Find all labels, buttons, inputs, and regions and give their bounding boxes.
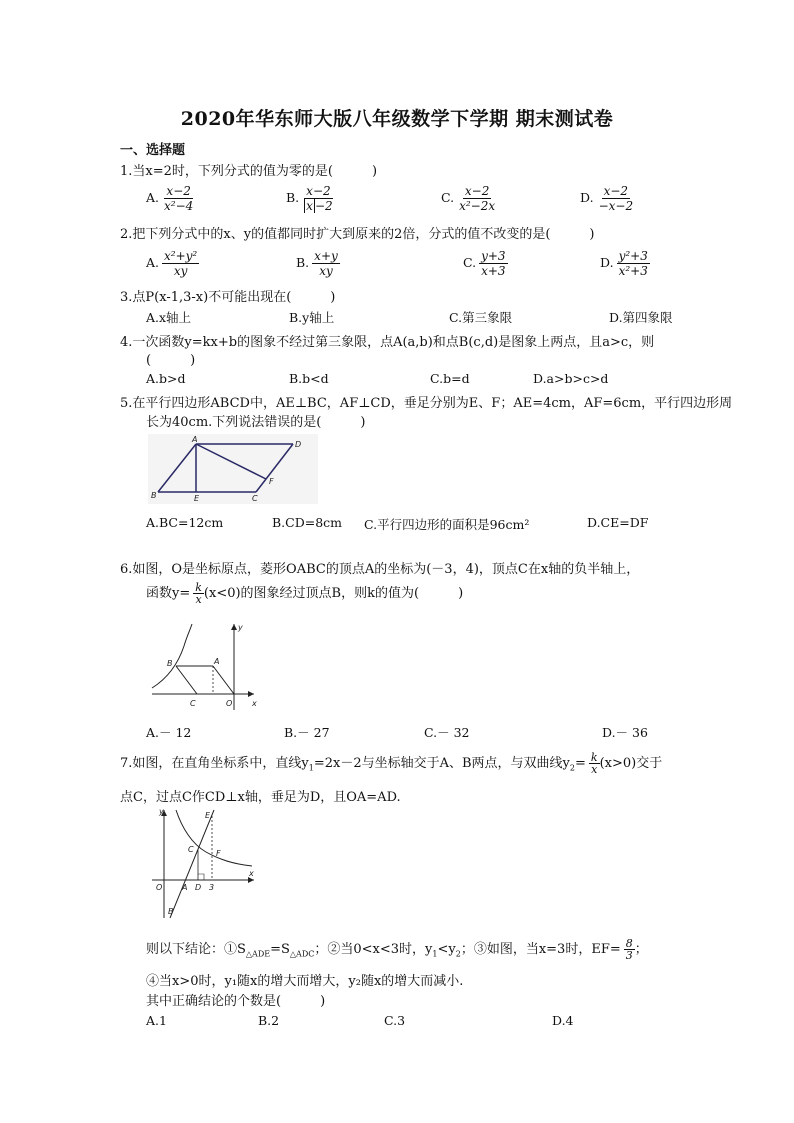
q2-option-d[interactable]: D. $\frac{\text{y²+3}}{\text{x²+3}}$: [600, 249, 648, 278]
q3-option-c[interactable]: C.第三象限: [449, 310, 513, 325]
q7-label-y: y: [159, 807, 164, 816]
q5-option-a[interactable]: A.BC=12cm: [146, 515, 224, 530]
q5-parallelogram-figure: [148, 434, 318, 504]
q7-conclusion-2: ④当x>0时，y₁随x的增大而增大，y₂随x的增大而减小.: [146, 974, 464, 989]
q4-option-a[interactable]: A.b>d: [146, 371, 186, 386]
q7-label-c: C: [188, 845, 194, 854]
q7-label-3: 3: [209, 883, 215, 892]
q1-stem: 1.当x=2时，下列分式的值为零的是( ): [120, 164, 378, 179]
q1-option-c[interactable]: C. $\frac{x-2}{\text{x²−2x}}$: [441, 184, 496, 213]
q6-label-o: O: [226, 699, 233, 708]
q7-ef-fraction: $\frac{8}{3}$: [625, 937, 633, 962]
q6-label-x: x: [252, 699, 257, 708]
q2-option-c[interactable]: C. $\frac{y+3}{x+3}$: [463, 249, 506, 278]
q7-stem: 7.如图，在直角坐标系中，直线$y_1=2x-2$与坐标轴交于A、B两点，与双曲线$y_2=$ $\frac{k}{x}$ (x>0)交于: [120, 751, 663, 776]
q1-option-d[interactable]: D. $\frac{x-2}{-x-2}$: [580, 184, 634, 213]
q4-option-b[interactable]: B.b<d: [289, 371, 329, 386]
q7-stem-cont: 点C，过点C作CD⊥x轴，垂足为D，且OA=AD.: [120, 790, 401, 805]
q5-label-e: E: [194, 494, 200, 503]
q6-label-y: y: [238, 623, 243, 632]
q7-label-a: A: [182, 883, 188, 892]
q4-option-c[interactable]: C.b=d: [430, 371, 470, 386]
q7-label-x: x: [249, 869, 254, 878]
q5-label-c: C: [252, 494, 258, 503]
q3-stem: 3.点P(x-1,3-x)不可能出现在( ): [120, 290, 336, 305]
q6-stem-cont: 函数y= $\frac{k}{x}$ (x<0)的图象经过顶点B，则k的值为( ): [146, 581, 464, 606]
q2-option-b[interactable]: B. $\frac{x+y}{xy}$: [296, 249, 338, 278]
q6-option-c[interactable]: C.－ 32: [424, 725, 470, 740]
q5-stem-cont: 长为40cm.下列说法错误的是( ): [146, 415, 366, 430]
q4-option-d[interactable]: D.a>b>c>d: [533, 371, 609, 386]
q3-option-d[interactable]: D.第四象限: [609, 310, 673, 325]
q5-option-d[interactable]: D.CE=DF: [587, 515, 649, 530]
q2-d-fraction: $\frac{\text{y²+3}}{\text{x²+3}}$: [618, 249, 648, 278]
q4-stem: 4.一次函数y=kx+b的图象不经过第三象限，点A(a,b)和点B(c,d)是图象上两点，且a>c，则: [120, 335, 655, 350]
q6-option-b[interactable]: B.－ 27: [284, 725, 330, 740]
q5-option-b[interactable]: B.CD=8cm: [272, 515, 343, 530]
q7-option-a[interactable]: A.1: [146, 1013, 167, 1028]
q1-b-fraction: $\frac{x-2}{x -2}$: [306, 184, 333, 213]
section-heading: 一、选择题: [120, 143, 186, 158]
q7-label-b: B: [168, 907, 174, 916]
q6-option-d[interactable]: D.－ 36: [602, 725, 648, 740]
q1-option-b[interactable]: B. $\frac{x-2}{x -2}$: [286, 184, 333, 213]
q7-option-c[interactable]: C.3: [384, 1013, 406, 1028]
q6-k-over-x: $\frac{k}{x}$: [195, 581, 202, 606]
q6-option-a[interactable]: A.－ 12: [146, 725, 192, 740]
q7-k-over-x: $\frac{k}{x}$: [590, 751, 598, 776]
q5-label-b: B: [151, 491, 157, 500]
q5-label-f: F: [269, 477, 274, 486]
q6-label-a: A: [214, 657, 220, 666]
q1-c-fraction: $\frac{x-2}{\text{x²−2x}}$: [459, 184, 496, 213]
q1-option-a[interactable]: A. $\frac{x-2}{\text{x²−4}}$: [146, 184, 194, 213]
q6-stem: 6.如图，O是坐标原点，菱形OABC的顶点A的坐标为(－3，4)，顶点C在x轴的负半轴上，: [120, 562, 640, 577]
q7-graph-figure: [148, 806, 260, 920]
q4-stem-cont: ( ): [146, 353, 196, 368]
q7-label-f: F: [216, 849, 221, 858]
q7-conclusion-1: 则以下结论：$①S_{\triangle ADE}=S_{\triangle ADC}$；②当0<x<3时，$y_1<y_2$；③如图，当x=3时，EF= $\frac{8}{3}$ ；: [146, 937, 648, 962]
q6-label-b: B: [167, 659, 173, 668]
q6-label-c: C: [190, 699, 196, 708]
q5-stem: 5.在平行四边形ABCD中，AE⊥BC，AF⊥CD，垂足分别为E、F；AE=4cm，AF=6cm，平行四边形周: [120, 396, 733, 411]
q7-label-o: O: [156, 883, 163, 892]
q7-label-d: D: [195, 883, 202, 892]
q5-label-a: A: [192, 435, 198, 444]
q2-stem: 2.把下列分式中的x、y的值都同时扩大到原来的2倍，分式的值不改变的是( ): [120, 227, 595, 242]
q1-d-fraction: $\frac{x-2}{-x-2}$: [598, 184, 634, 213]
q7-option-b[interactable]: B.2: [258, 1013, 280, 1028]
q2-option-a[interactable]: A. $\frac{\text{x²+y²}}{xy}$: [146, 249, 198, 278]
q7-option-d[interactable]: D.4: [552, 1013, 574, 1028]
q2-a-fraction: $\frac{\text{x²+y²}}{xy}$: [164, 249, 198, 278]
q5-label-d: D: [295, 440, 302, 449]
q2-b-fraction: $\frac{x+y}{xy}$: [314, 249, 338, 278]
q5-option-c[interactable]: C.平行四边形的面积是96cm²: [364, 517, 530, 532]
q3-option-b[interactable]: B.y轴上: [289, 310, 335, 325]
q7-conclusion-3: 其中正确结论的个数是( ): [146, 994, 326, 1009]
q2-c-fraction: $\frac{y+3}{x+3}$: [481, 249, 506, 278]
page-title: 2020年华东师大版八年级数学下学期 期末测试卷: [180, 108, 614, 130]
q3-option-a[interactable]: A.x轴上: [146, 310, 192, 325]
q1-a-fraction: $\frac{x-2}{\text{x²−4}}$: [164, 184, 194, 213]
q6-rhombus-figure: [150, 620, 260, 712]
q7-label-e: E: [205, 811, 211, 820]
